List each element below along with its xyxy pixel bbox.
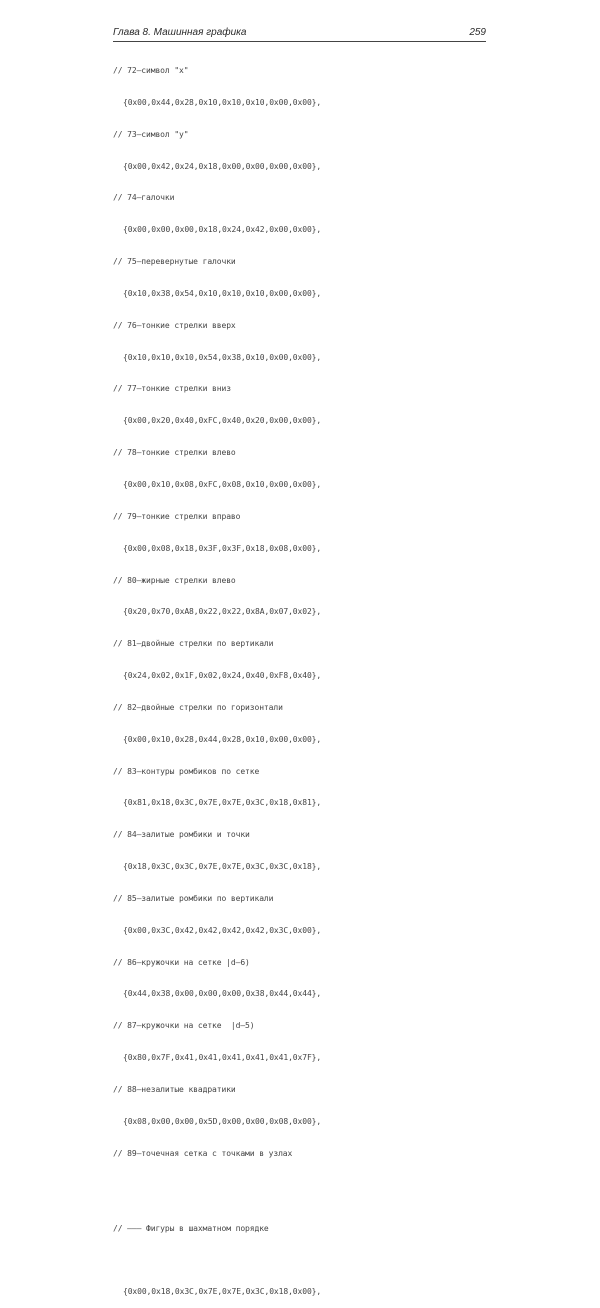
code-data-row: {0x00,0x00,0x00,0x18,0x24,0x42,0x00,0x00}, xyxy=(123,225,322,235)
code-data-row: {0x20,0x70,0xA8,0x22,0x22,0x8A,0x07,0x02}, xyxy=(123,607,322,617)
code-data-row: {0x00,0x42,0x24,0x18,0x00,0x00,0x00,0x00}, xyxy=(123,161,322,171)
code-comment: // 73–символ "y" xyxy=(113,129,189,139)
code-data-row: {0x81,0x18,0x3C,0x7E,0x7E,0x3C,0x18,0x81}, xyxy=(123,798,322,808)
code-comment: // 75–перевернутые галочки xyxy=(113,257,236,267)
code-comment: // 79–тонкие стрелки вправо xyxy=(113,511,241,521)
spacer xyxy=(113,1253,493,1267)
page-header xyxy=(113,27,486,42)
code-comment: // 74–галочки xyxy=(113,193,175,203)
code-comment: // 84–залитые ромбики и точки xyxy=(113,830,250,840)
code-comment: // 81–двойные стрелки по вертикали xyxy=(113,639,274,649)
code-data-row: {0x00,0x3C,0x42,0x42,0x42,0x42,0x3C,0x00}, xyxy=(123,925,322,935)
code-listing xyxy=(113,46,493,1308)
code-comment: // 78–тонкие стрелки влево xyxy=(113,448,236,458)
code-data-row: {0x00,0x18,0x3C,0x7E,0x7E,0x3C,0x18,0x00}, xyxy=(123,1287,322,1297)
code-data-row: {0x10,0x10,0x10,0x54,0x38,0x10,0x00,0x00}, xyxy=(123,352,322,362)
code-comment: // 80–жирные стрелки влево xyxy=(113,575,236,585)
code-data-row: {0x18,0x3C,0x3C,0x7E,0x7E,0x3C,0x3C,0x18}, xyxy=(123,862,322,872)
code-data-row: {0x08,0x00,0x00,0x5D,0x00,0x00,0x08,0x00}, xyxy=(123,1116,322,1126)
code-data-row: {0x80,0x7F,0x41,0x41,0x41,0x41,0x41,0x7F}, xyxy=(123,1053,322,1063)
code-data-row: {0x00,0x08,0x18,0x3F,0x3F,0x18,0x08,0x00}, xyxy=(123,543,322,553)
code-data-row: {0x10,0x38,0x54,0x10,0x10,0x10,0x00,0x00}, xyxy=(123,288,322,298)
code-data-row: {0x44,0x38,0x00,0x00,0x00,0x38,0x44,0x44}, xyxy=(123,989,322,999)
page-number: 259 xyxy=(469,27,486,38)
code-data-row: {0x24,0x02,0x1F,0x02,0x24,0x40,0xF8,0x40}, xyxy=(123,671,322,681)
code-comment: // 89–точечная сетка с точками в узлах xyxy=(113,1148,293,1158)
code-comment: // 86–кружочки на сетке |d–6) xyxy=(113,957,250,967)
code-comment: // 77–тонкие стрелки вниз xyxy=(113,384,231,394)
code-comment: // 88–незалитые квадратики xyxy=(113,1085,236,1094)
spacer xyxy=(113,1188,493,1204)
code-comment: // 82–двойные стрелки по горизонтали xyxy=(113,702,283,712)
code-data-row: {0x00,0x44,0x28,0x10,0x10,0x10,0x00,0x00}, xyxy=(123,97,322,107)
code-comment: // 76–тонкие стрелки вверх xyxy=(113,320,236,330)
code-data-row: {0x00,0x20,0x40,0xFC,0x40,0x20,0x00,0x00}, xyxy=(123,416,322,426)
section-comment: // ——— Фигуры в шахматном порядке xyxy=(113,1223,269,1233)
code-comment: // 83–контуры ромбиков по сетке xyxy=(113,766,260,776)
code-data-row: {0x00,0x10,0x08,0xFC,0x08,0x10,0x00,0x00}, xyxy=(123,479,322,489)
code-data-row: {0x00,0x10,0x28,0x44,0x28,0x10,0x00,0x00}, xyxy=(123,734,322,744)
code-comment: // 85–залитые ромбики по вертикали xyxy=(113,893,274,903)
chapter-title: Глава 8. Машинная графика xyxy=(113,27,247,38)
code-comment: // 87–кружочки на сетке |d–5) xyxy=(113,1021,255,1031)
code-comment: // 72–символ "x" xyxy=(113,66,189,75)
